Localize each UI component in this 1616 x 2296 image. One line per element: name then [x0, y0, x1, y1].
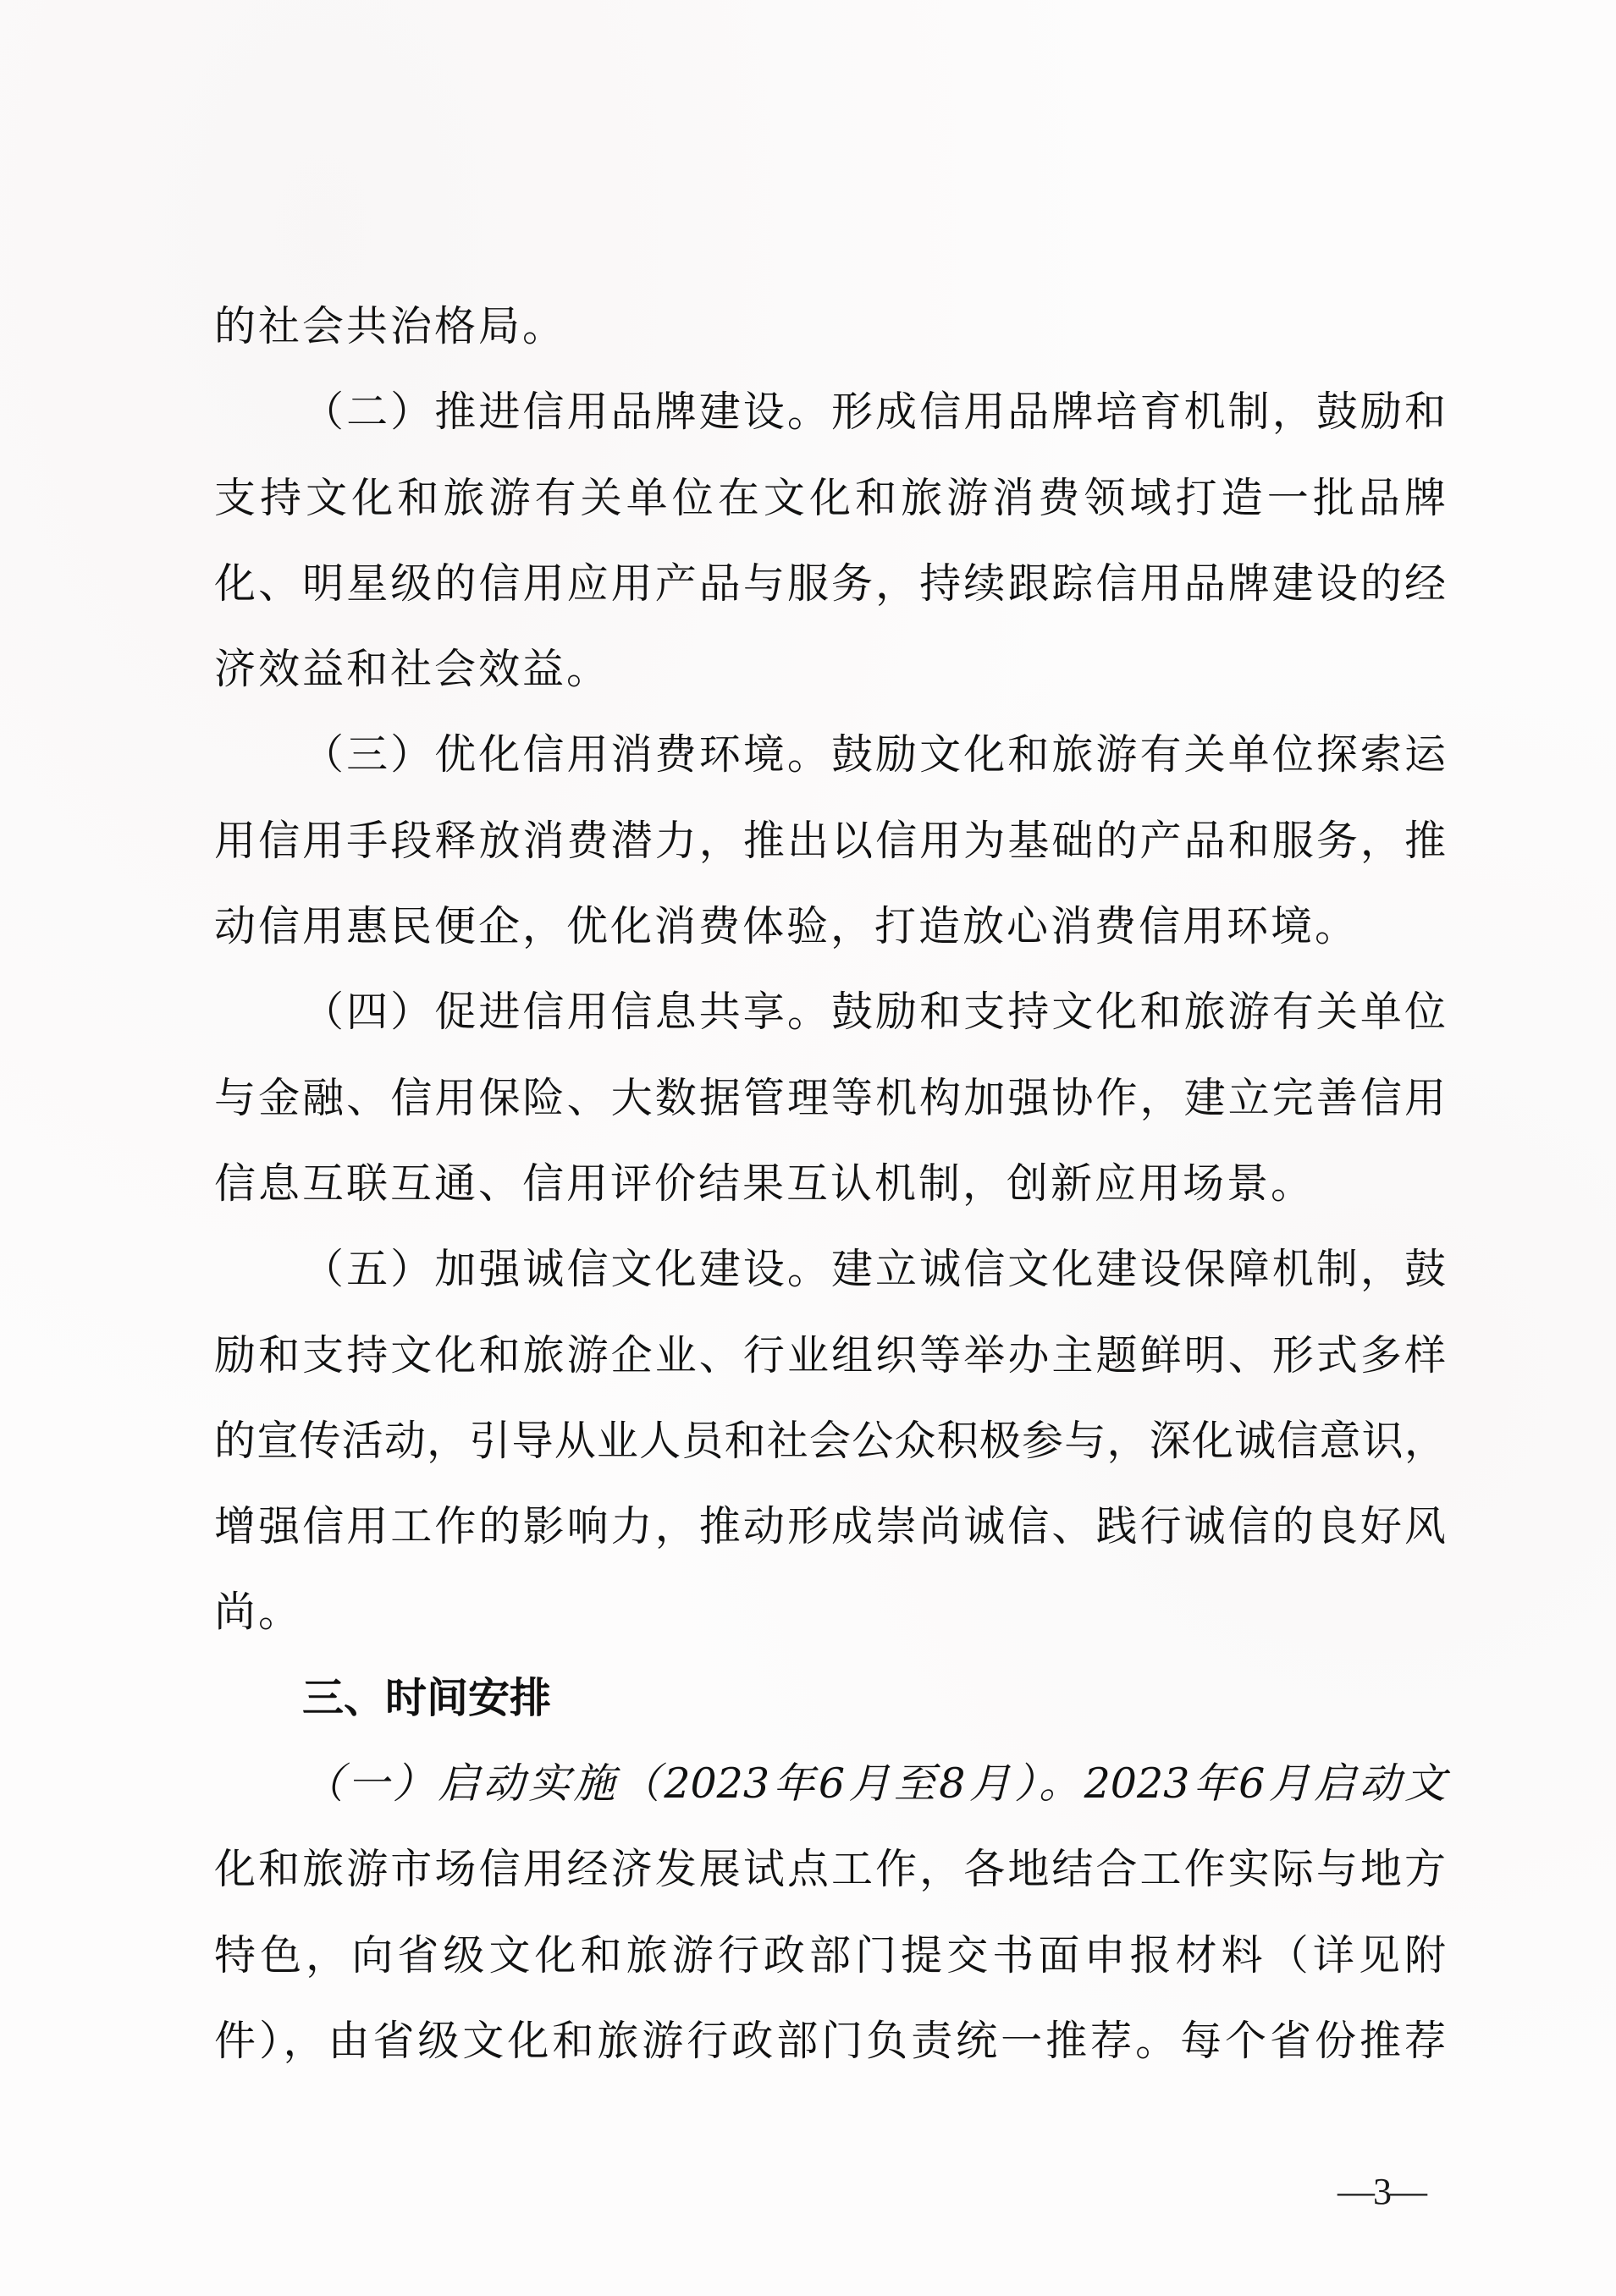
section-2-title-line: （二）推进信用品牌建设。形成信用品牌培育机制，鼓励和 [302, 388, 1446, 437]
paragraph-line: 特色，向省级文化和旅游行政部门提交书面申报材料（详见附 [214, 1930, 1446, 1979]
paragraph-line: 化、明星级的信用应用产品与服务，持续跟踪信用品牌建设的经 [214, 559, 1446, 608]
paragraph-line: 支持文化和旅游有关单位在文化和旅游消费领域打造一批品牌 [214, 473, 1446, 522]
paragraph-line: 的宣传活动，引导从业人员和社会公众积极参与，深化诚信意识， [214, 1416, 1446, 1465]
paragraph-line: 增强信用工作的影响力，推动形成崇尚诚信、践行诚信的良好风 [214, 1502, 1446, 1551]
schedule-item-1-title-line: （一）启动实施（2023年6月至8月）。2023年6月启动文 [302, 1759, 1446, 1809]
paragraph-line: 济效益和社会效益。 [214, 645, 611, 694]
section-4-title-line: （四）促进信用信息共享。鼓励和支持文化和旅游有关单位 [302, 988, 1446, 1037]
paragraph-line: 与金融、信用保险、大数据管理等机构加强协作，建立完善信用 [214, 1073, 1446, 1122]
paragraph-line: 的社会共治格局。 [214, 302, 567, 350]
paragraph-line: 动信用惠民便企，优化消费体验，打造放心消费信用环境。 [214, 902, 1360, 951]
paragraph-line: 用信用手段释放消费潜力，推出以信用为基础的产品和服务，推 [214, 816, 1446, 865]
section-heading-schedule: 三、时间安排 [302, 1673, 552, 1722]
paragraph-line: 化和旅游市场信用经济发展试点工作，各地结合工作实际与地方 [214, 1845, 1446, 1894]
document-body [214, 284, 1446, 2084]
paragraph-line: 励和支持文化和旅游企业、行业组织等举办主题鲜明、形式多样 [214, 1330, 1446, 1379]
paragraph-line: 信息互联互通、信用评价结果互认机制，创新应用场景。 [214, 1159, 1315, 1208]
page-number: —3— [1337, 2171, 1426, 2212]
section-5-title-line: （五）加强诚信文化建设。建立诚信文化建设保障机制，鼓 [302, 1245, 1446, 1294]
section-3-title-line: （三）优化信用消费环境。鼓励文化和旅游有关单位探索运 [302, 730, 1446, 779]
paragraph-line: 件），由省级文化和旅游行政部门负责统一推荐。每个省份推荐 [214, 2016, 1446, 2065]
paragraph-line: 尚。 [214, 1588, 303, 1637]
